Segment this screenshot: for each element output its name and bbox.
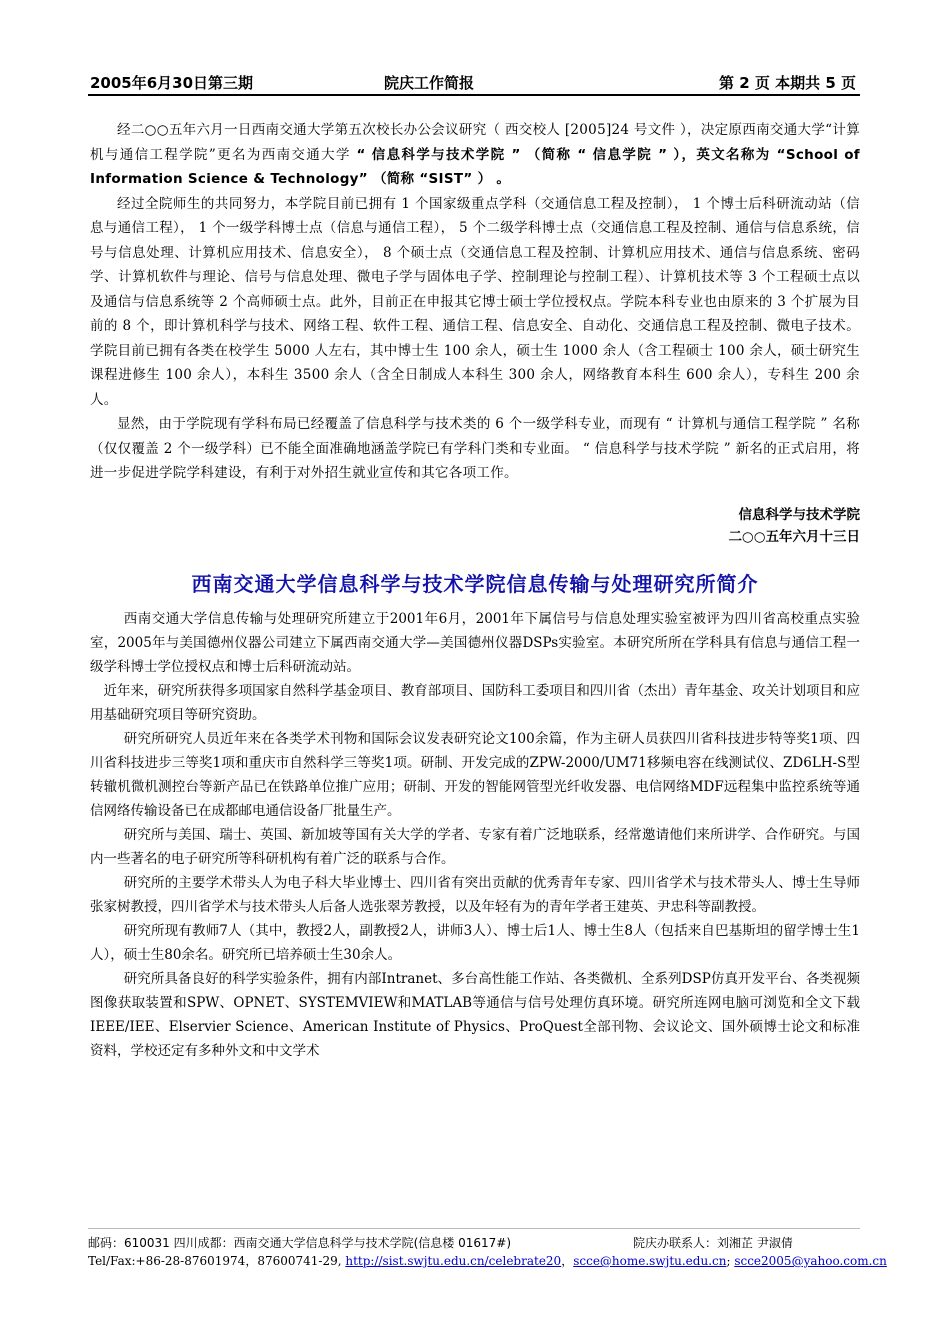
footer-row-contact bbox=[88, 1253, 887, 1271]
page-footer bbox=[88, 1228, 887, 1271]
article2-para7: 研究所具备良好的科学实验条件，拥有内部Intranet、多台高性能工作站、各类微机、全系列DSP仿真开发平台、各类视频图像获取装置和SPW、OPNET、SYSTEMVIEW和MATLAB等通信与信号处理仿真环境。研究所连网电脑可浏览和全文下载IEEE/IEE、Elservier Science、American Institute of Physics、ProQuest全部刊物、会议论文、国外硕博士论文和标准资料，学校还定有多种外文和中文学术 bbox=[90, 970, 860, 1059]
signature-block bbox=[90, 504, 860, 548]
signature-date: 二○○五年六月十三日 bbox=[728, 528, 860, 545]
section-title: 西南交通大学信息科学与技术学院信息传输与处理研究所简介 bbox=[191, 571, 759, 596]
footer-separator: ， bbox=[561, 1254, 574, 1268]
issue-date: 2005年6月30日第三期 bbox=[90, 74, 254, 92]
footer-address: 邮码：610031 四川成都：西南交通大学信息科学与技术学院(信息楼 01617#) bbox=[88, 1236, 512, 1250]
article1-para1-text: 经二○○五年六月一日西南交通大学第五次校长办公会议研究（ 西交校人 [2005]24 号文件 ），决定原西南交通大学“计算机与通信工程学院”更名为西南交通大学 bbox=[90, 122, 860, 163]
article1-para1 bbox=[90, 118, 860, 192]
article1-para2: 经过全院师生的共同努力，本学院目前已拥有 1 个国家级重点学科（交通信息工程及控制）， 1 个博士后科研流动站（信息与通信工程）， 1 个一级学科博士点（信息与通信工程）， 5 个二级学科博士点（交通信息工程及控制、通信与信息系统，信号与信息处理、计算机应用技术、信息安全）， 8 个硕士点（交通信息工程及控制、计算机应用技术、通信与信息系统、密码学、计算机软件与理论、信号与信息处理、微电子学与固体电子学、控制理论与控制工程）、计算机技术等 3 个工程硕士点以及通信与信息系统等 2 个高师硕士点。此外，目前正在申报其它博士硕士学位授权点。学院本科专业也由原来的 3 个扩展为目前的 8 个，即计算机科学与技术、网络工程、软件工程、通信工程、信息安全、自动化、交通信息工程及控制、微电子技术。学院目前已拥有各类在校学生 5000 人左右，其中博士生 100 余人，硕士生 1000 余人（含工程硕士 100 余人，硕士研究生课程进修生 100 余人），本科生 3500 余人（含全日制成人本科生 300 余人，网络教育本科生 600 余人），专科生 200 余人。 bbox=[90, 195, 860, 408]
footer-email-link[interactable]: scce@home.swjtu.edu.cn bbox=[573, 1254, 727, 1268]
article2-para6: 研究所现有教师7人（其中，教授2人，副教授2人，讲师3人）、博士后1人、博士生8人（包括来自巴基斯坦的留学博士生1人），硕士生80余名。研究所已培养硕士生30余人。 bbox=[90, 922, 860, 963]
footer-website-link[interactable]: http://sist.swjtu.edu.cn/celebrate20 bbox=[345, 1254, 562, 1268]
article2-para3: 研究所研究人员近年来在各类学术刊物和国际会议发表研究论文100余篇，作为主研人员获四川省科技进步特等奖1项、四川省科技进步三等奖1项和重庆市自然科学三等奖1项。研制、开发完成的ZPW-2000/UM71移频电容在线测试仪、ZD6LH-S型转辙机微机测控台等新产品已在铁路单位推广应用；研制、开发的智能网管型光纤收发器、电信网络MDF远程集中监控系统等通信网络传输设备已在成都邮电通信设备厂批量生产。 bbox=[90, 730, 860, 819]
footer-telfax: Tel/Fax:+86-28-87601974，87600741-29, bbox=[88, 1254, 346, 1268]
article2-para4: 研究所与美国、瑞士、英国、新加坡等国有关大学的学者、专家有着广泛地联系，经常邀请他们来所讲学、合作研究。与国内一些著名的电子研究所等科研机构有着广泛的联系与合作。 bbox=[90, 826, 860, 867]
article2-para5: 研究所的主要学术带头人为电子科大毕业博士、四川省有突出贡献的优秀青年专家、四川省学术与技术带头人、博士生导师张家树教授，四川省学术与技术带头人后备人选张翠芳教授，以及年轻有为的青年学者王建英、尹忠科等副教授。 bbox=[90, 874, 860, 915]
footer-separator-2: ; bbox=[726, 1254, 735, 1268]
main-content bbox=[90, 118, 860, 1063]
footer-email-link-2[interactable]: scce2005@yahoo.com.cn bbox=[734, 1254, 887, 1268]
bulletin-title: 院庆工作简报 bbox=[384, 74, 475, 92]
page-number: 第 2 页 本期共 5 页 bbox=[719, 74, 856, 92]
footer-contact: 院庆办联系人：刘湘芷 尹淑倩 bbox=[633, 1236, 793, 1250]
article2-para1: 西南交通大学信息传输与处理研究所建立于2001年6月，2001年下属信号与信息处理实验室被评为四川省高校重点实验室，2005年与美国德州仪器公司建立下属西南交通大学—美国德州仪器DSPs实验室。本研究所所在学科具有信息与通信工程一级学科博士学位授权点和博士后科研流动站。 bbox=[90, 610, 860, 675]
signature-org: 信息科学与技术学院 bbox=[738, 506, 860, 523]
page-header bbox=[88, 70, 860, 96]
footer-row-address bbox=[88, 1235, 860, 1253]
article2-para2: 近年来，研究所获得多项国家自然科学基金项目、教育部项目、国防科工委项目和四川省（杰出）青年基金、攻关计划项目和应用基础研究项目等研究资助。 bbox=[90, 682, 860, 723]
article1-para1-bold: “ 信息科学与技术学院 ” （简称 “ 信息学院 ” ），英文名称为 “School of Information Science & Technology” （简称 “SIST” ） 。 bbox=[90, 146, 860, 187]
article1-para3: 显然，由于学院现有学科布局已经覆盖了信息科学与技术类的 6 个一级学科专业，而现有 “ 计算机与通信工程学院 ” 名称（仅仅覆盖 2 个一级学科）已不能全面准确地涵盖学院已有学科门类和专业面。 “ 信息科学与技术学院 ” 新名的正式启用，将进一步促进学院学科建设，有利于对外招生就业宣传和其它各项工作。 bbox=[90, 416, 860, 481]
